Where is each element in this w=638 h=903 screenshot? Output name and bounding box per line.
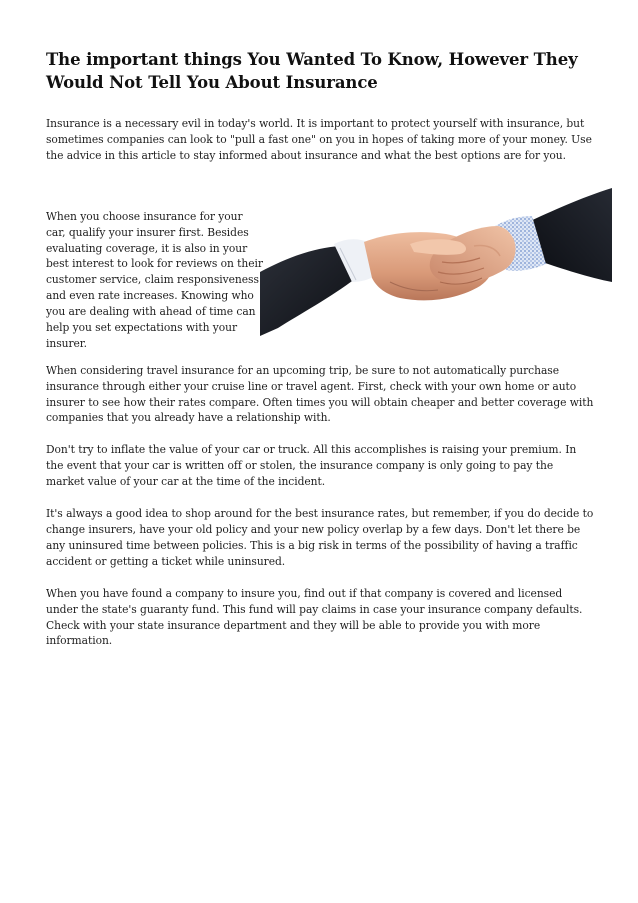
body-paragraph: It's always a good idea to shop around for the best insurance rates, but remember, if you do decide to change insurers, have your old policy and your new policy overlap by a few days. Don't let there be any uninsured time between policies. This is a big risk in terms of the possibility of having a traffic accident or getting a ticket while uninsured. bbox=[46, 507, 594, 568]
right-sleeve bbox=[528, 188, 612, 282]
intro-paragraph: Insurance is a necessary evil in today's world. It is important to protect yourself with insurance, but sometimes companies can look to "pull a fast one" on you in hopes of taking more of your money. Use the advice in this article to stay informed about insurance and what the best options are for you. bbox=[46, 117, 592, 162]
body-paragraph: Don't try to inflate the value of your car or truck. All this accomplishes is raising your premium. In the event that your car is written off or stolen, the insurance company is only going to pay the market value of your car at the time of the incident. bbox=[46, 443, 577, 489]
handshake-photo bbox=[260, 186, 612, 350]
article bbox=[46, 48, 594, 649]
body-paragraph: When considering travel insurance for an upcoming trip, be sure to not automatically purchase insurance through either your cruise line or travel agent. First, check with your own home or auto insurer to see how their rates compare. Often times you will obtain cheaper and better coverage with companies that you already have a relationship with. bbox=[46, 363, 594, 425]
text-image-section bbox=[46, 186, 594, 350]
article-title: The important things You Wanted To Know, However They Would Not Tell You About Insurance bbox=[46, 50, 578, 92]
side-paragraph: When you choose insurance for your car, qualify your insurer first. Besides evaluating coverage, it is also in your best interest to look for reviews on their customer service, claim responsiveness and even rate increases. Knowing who you are dealing with ahead of time can help you set expectations with your insurer. bbox=[46, 209, 263, 350]
body-paragraph: When you have found a company to insure you, find out if that company is covered and licensed under the state's guaranty fund. This fund will pay claims in case your insurance company defaults. Check with your state insurance department and they will be able to provide you with more information. bbox=[46, 586, 583, 648]
